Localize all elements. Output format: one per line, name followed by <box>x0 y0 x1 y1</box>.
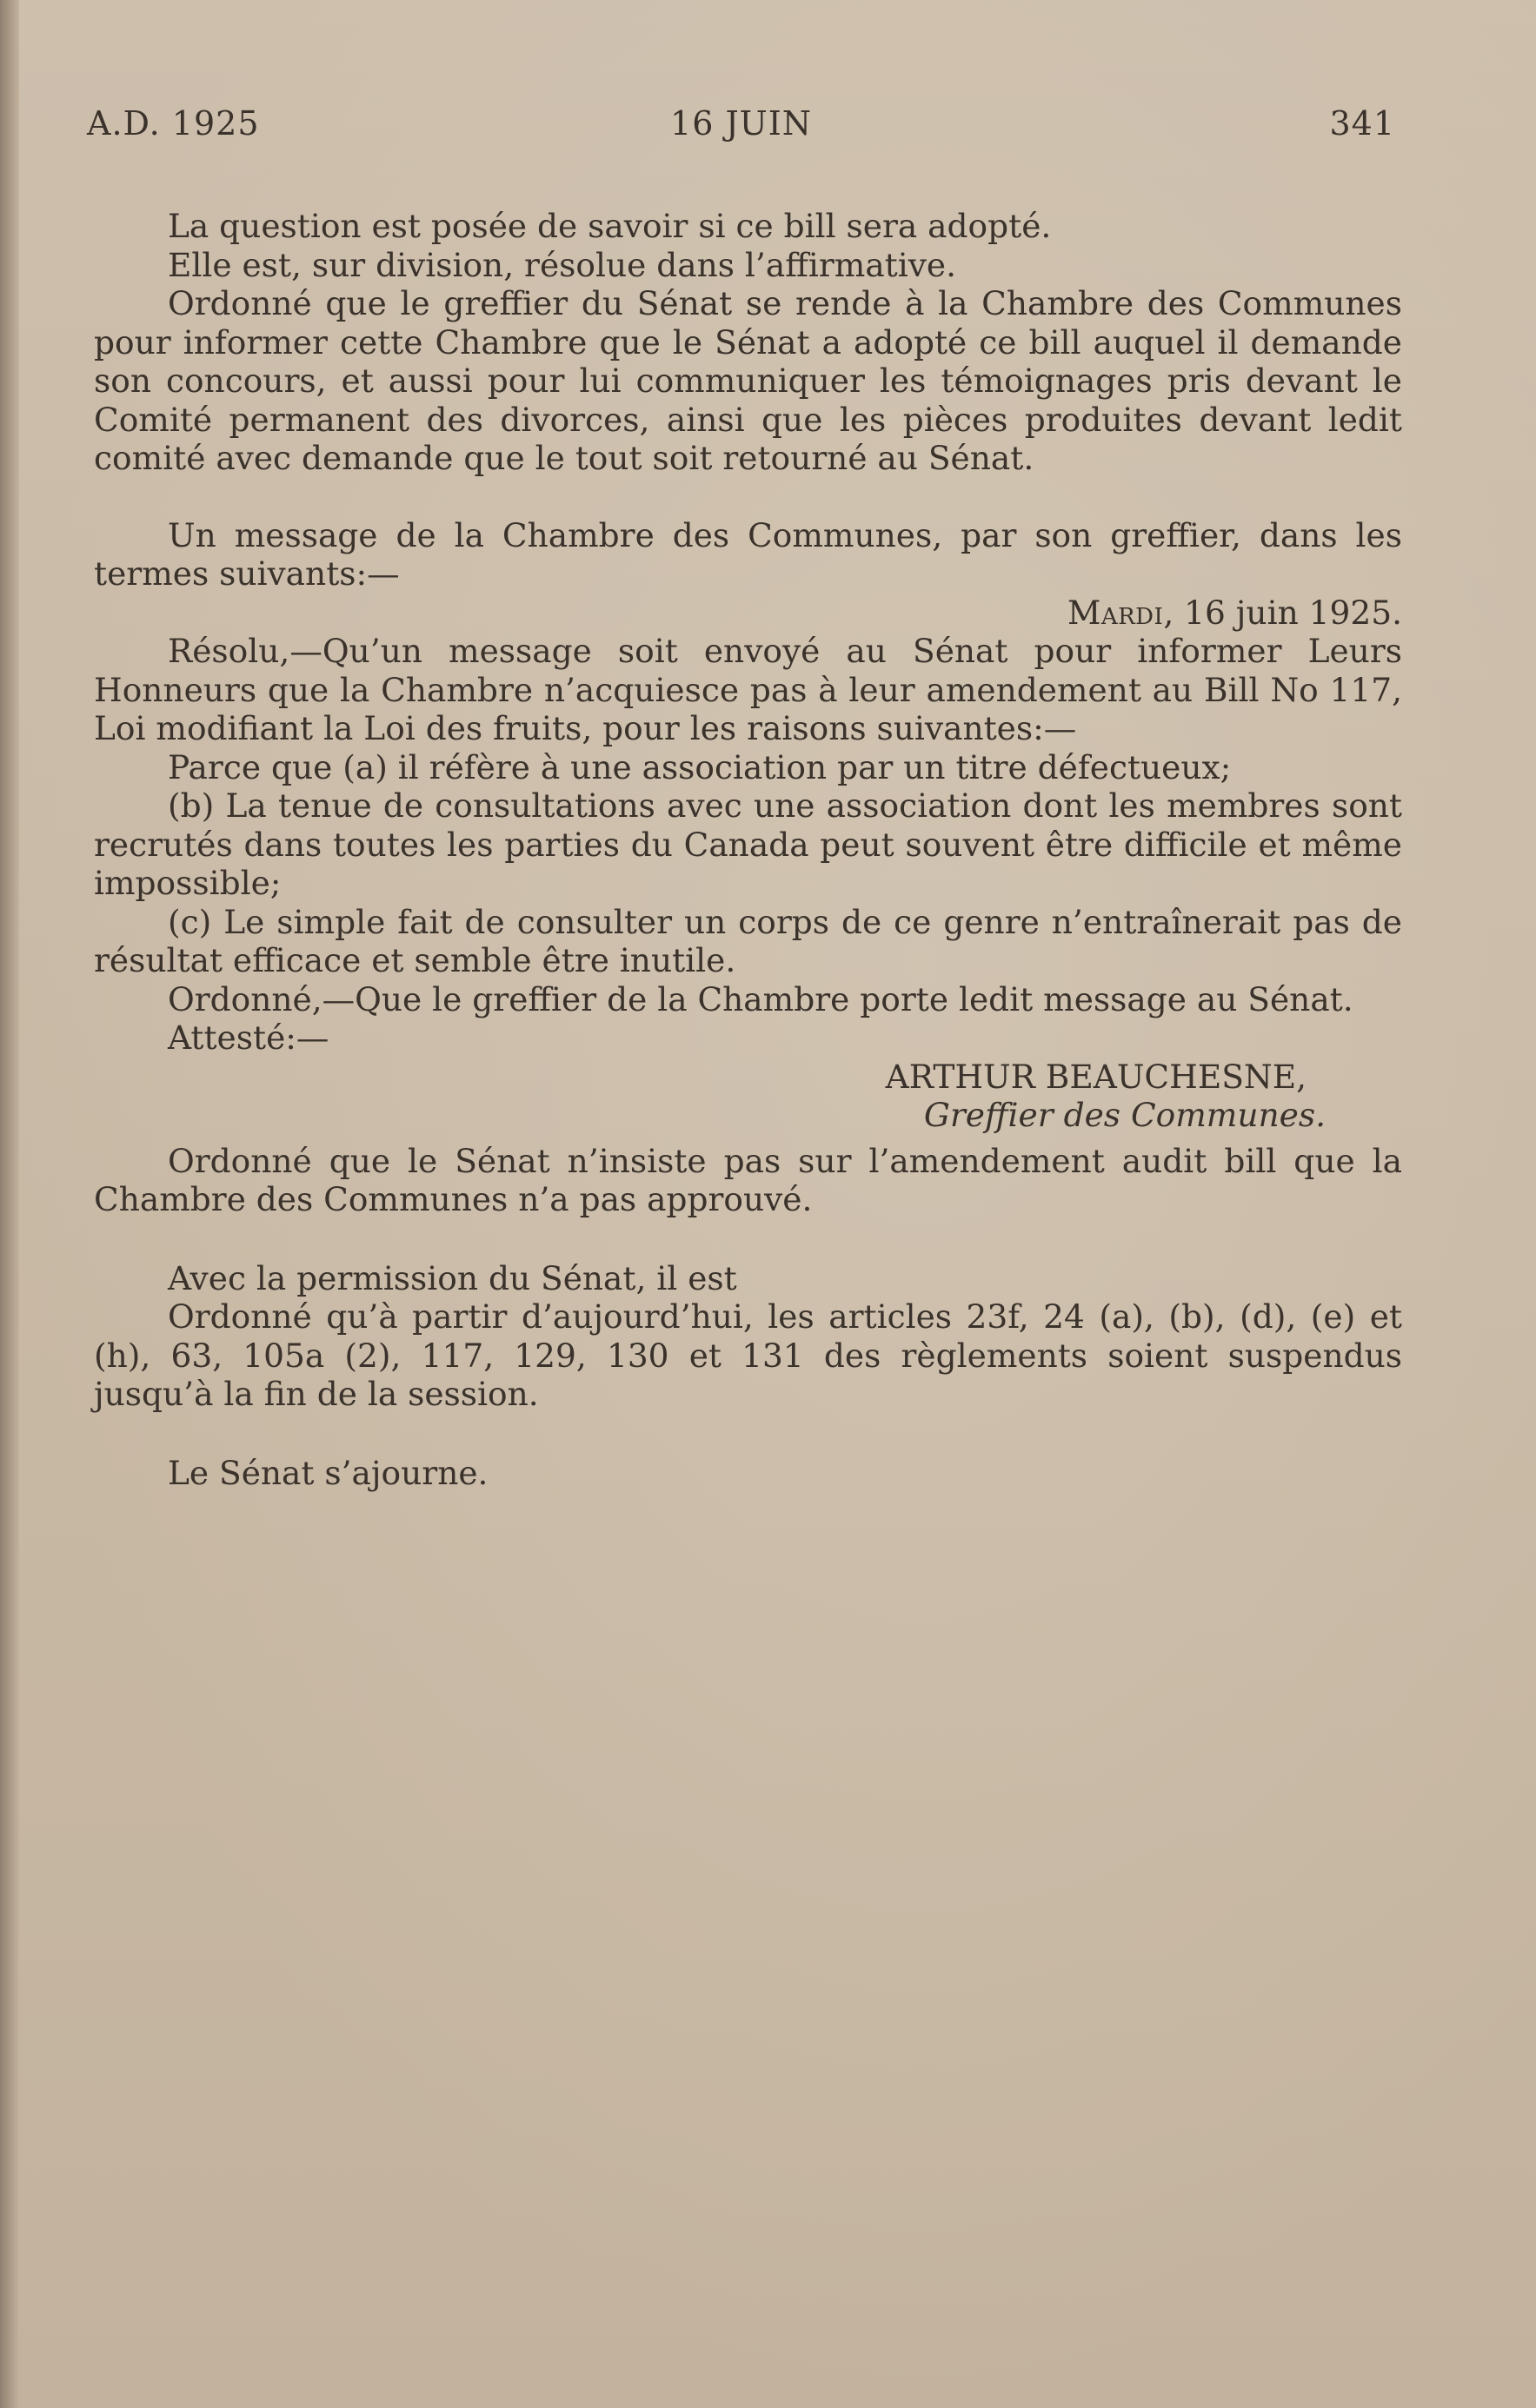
paragraph-permission: Avec la permission du Sénat, il est <box>168 1258 737 1297</box>
paragraph-resolution: Résolu,—Qu’un message soit envoyé au Sénat pour informer Leurs Honneurs que la Chambre n’acquiesce pas à leur amendement au Bill No 117, Loi modifiant la Loi des fruits, pour les raisons suivantes:— <box>94 632 1402 747</box>
signature-title: Greffier des Communes. <box>923 1096 1326 1134</box>
header-year: A.D. 1925 <box>87 104 260 143</box>
paragraph-reason-c: (c) Le simple fait de consulter un corps de ce genre n’entraînerait pas de résultat efficace et semble être inutile. <box>94 902 1402 979</box>
paragraph-order-amendment: Ordonné que le Sénat n’insiste pas sur l’amendement audit bill que la Chambre des Communes n’a pas approuvé. <box>94 1141 1402 1218</box>
paragraph-order-suspension: Ordonné qu’à partir d’aujourd’hui, les articles 23f, 24 (a), (b), (d), (e) et (h), 63, 105a (2), 117, 129, 130 et 131 des règlements soient suspendus jusqu’à la fin de la session. <box>94 1297 1402 1413</box>
paragraph-reason-a: Parce que (a) il réfère à une association par un titre défectueux; <box>168 747 1232 786</box>
running-header <box>87 104 1395 156</box>
header-date: 16 JUIN <box>670 104 812 143</box>
signature-name: ARTHUR BEAUCHESNE, <box>885 1057 1307 1096</box>
paragraph-question: La question est posée de savoir si ce bill sera adopté. <box>168 207 1052 245</box>
page-body <box>94 207 1402 1492</box>
page-binding-edge <box>0 0 19 2408</box>
message-date <box>94 594 1402 633</box>
paragraph-order-greffier: Ordonné que le greffier du Sénat se rende à la Chambre des Communes pour informer cette Chambre que le Sénat a adopté ce bill auquel il demande son concours, et aussi pour lui communiquer les témoignages pris devant le Comité permanent des divorces, ainsi que les pièces produites devant ledit comité avec demande que le tout soit retourné au Sénat. <box>94 284 1402 477</box>
page-number: 341 <box>1329 104 1395 143</box>
paragraph-message-intro: Un message de la Chambre des Communes, par son greffier, dans les termes suivants:— <box>94 515 1402 593</box>
message-date-day: Mardi <box>1067 593 1164 632</box>
paragraph-adjournment: Le Sénat s’ajourne. <box>168 1453 489 1492</box>
paragraph-division: Elle est, sur division, résolue dans l’affirmative. <box>168 245 957 284</box>
message-date-rest: , 16 juin 1925. <box>1163 593 1402 632</box>
paragraph-order-message: Ordonné,—Que le greffier de la Chambre porte ledit message au Sénat. <box>168 979 1353 1018</box>
paragraph-attested: Attesté:— <box>168 1018 329 1057</box>
paragraph-reason-b: (b) La tenue de consultations avec une association dont les membres sont recrutés dans toutes les parties du Canada peut souvent être difficile et même impossible; <box>94 786 1402 902</box>
